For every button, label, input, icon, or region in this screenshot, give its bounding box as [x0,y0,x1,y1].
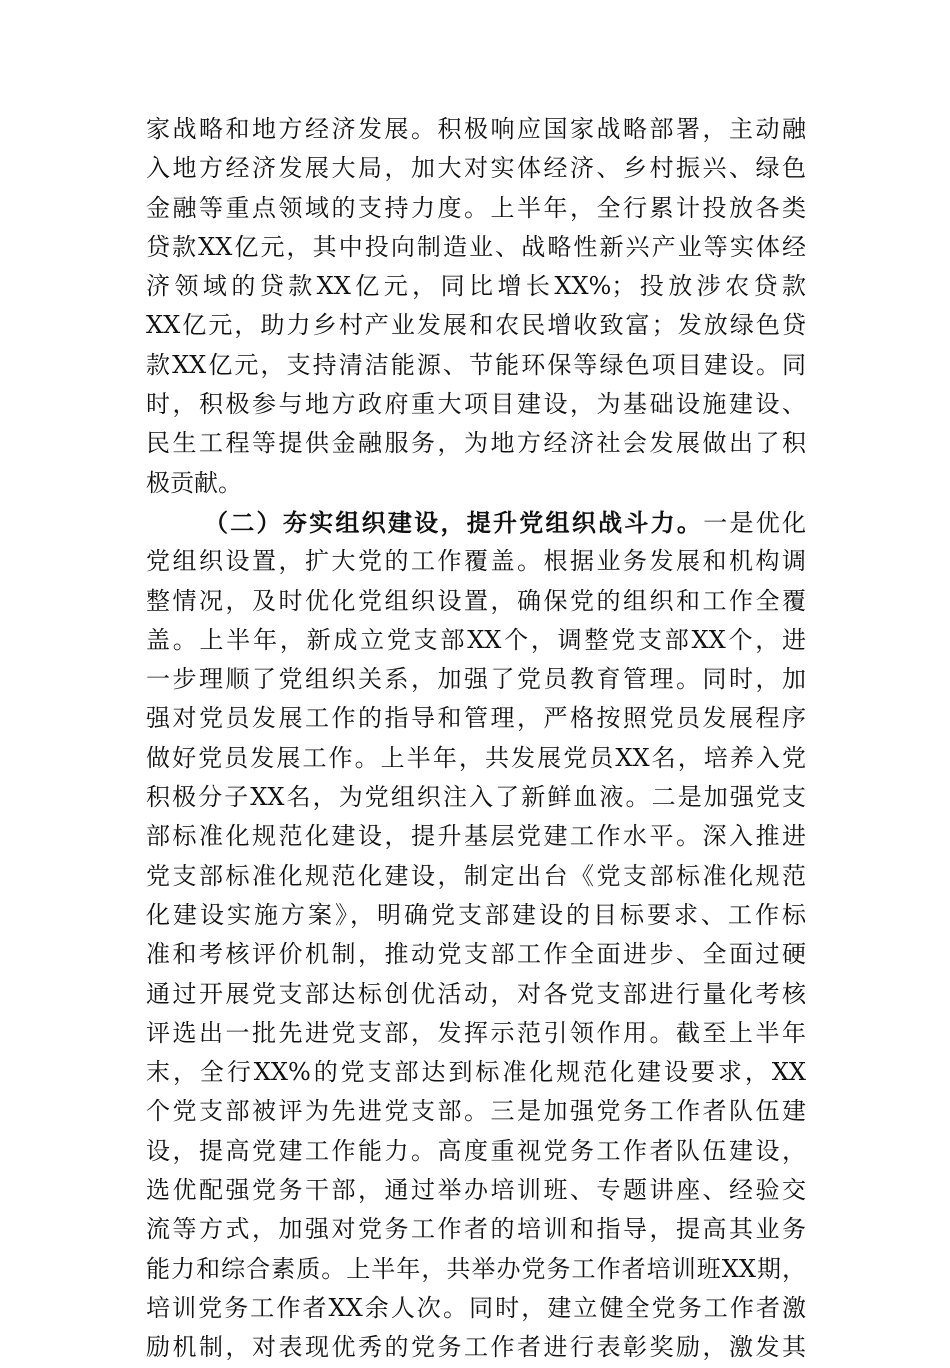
text-line: XX亿元，助力乡村产业发展和农民增收致富；发放绿色贷 [146,311,806,340]
text-line: 民生工程等提供金融服务，为地方经济社会发展做出了积 [146,429,806,458]
section-heading-line [146,503,806,542]
text-line: 家战略和地方经济发展。积极响应国家战略部署，主动融 [146,115,806,143]
text-line: 选优配强党务干部，通过举办培训班、专题讲座、经验交 [146,1176,806,1205]
text-line: 个党支部被评为先进党支部。三是加强党务工作者队伍建 [146,1097,806,1126]
text-line: 强对党员发展工作的指导和管理，严格按照党员发展程序 [146,704,806,733]
text-line: 积极分子XX名，为党组织注入了新鲜血液。二是加强党支 [146,783,806,812]
text-line: 整情况，及时优化党组织设置，确保党的组织和工作全覆 [146,586,806,615]
text-line: 做好党员发展工作。上半年，共发展党员XX名，培养入党 [146,743,806,772]
text-line: 培训党务工作者XX余人次。同时，建立健全党务工作者激 [146,1293,806,1322]
text-line: 款XX亿元，支持清洁能源、节能环保等绿色项目建设。同 [146,350,806,379]
text-line: 极贡献。 [146,468,242,497]
text-line: 贷款XX亿元，其中投向制造业、战略性新兴产业等实体经 [146,232,806,261]
text-line: 党组织设置，扩大党的工作覆盖。根据业务发展和机构调 [146,547,806,576]
text-line: 一步理顺了党组织关系，加强了党员教育管理。同时，加 [146,665,806,694]
text-line: 评选出一批先进党支部，发挥示范引领作用。截至上半年 [146,1018,806,1047]
body-text [146,110,806,1368]
text-line: 励机制，对表现优秀的党务工作者进行表彰奖励，激发其 [146,1333,806,1362]
text-line: 末，全行XX%的党支部达到标准化规范化建设要求，XX [146,1058,806,1087]
text-line: 部标准化规范化建设，提升基层党建工作水平。深入推进 [146,822,806,851]
text-line: 入地方经济发展大局，加大对实体经济、乡村振兴、绿色 [146,154,806,183]
section-heading: （二）夯实组织建设，提升党组织战斗力。 [204,507,704,537]
text-line: 化建设实施方案》，明确党支部建设的目标要求、工作标 [146,900,806,929]
text-line: 准和考核评价机制，推动党支部工作全面进步、全面过硬 [146,940,806,969]
text-line: 通过开展党支部达标创优活动，对各党支部进行量化考核 [146,979,806,1008]
text-line: 时，积极参与地方政府重大项目建设，为基础设施建设、 [146,390,806,419]
text-line: 盖。上半年，新成立党支部XX个，调整党支部XX个，进 [146,625,806,654]
text-line: 党支部标准化规范化建设，制定出台《党支部标准化规范 [146,861,806,890]
text-line: 金融等重点领域的支持力度。上半年，全行累计投放各类 [146,193,806,222]
text-line: 设，提高党建工作能力。高度重视党务工作者队伍建设， [146,1136,806,1165]
section-heading-continuation: 一是优化 [703,508,807,537]
text-line: 济领域的贷款XX亿元，同比增长XX%；投放涉农贷款 [146,272,806,301]
text-line: 能力和综合素质。上半年，共举办党务工作者培训班XX期， [146,1254,806,1283]
text-line: 流等方式，加强对党务工作者的培训和指导，提高其业务 [146,1215,806,1244]
